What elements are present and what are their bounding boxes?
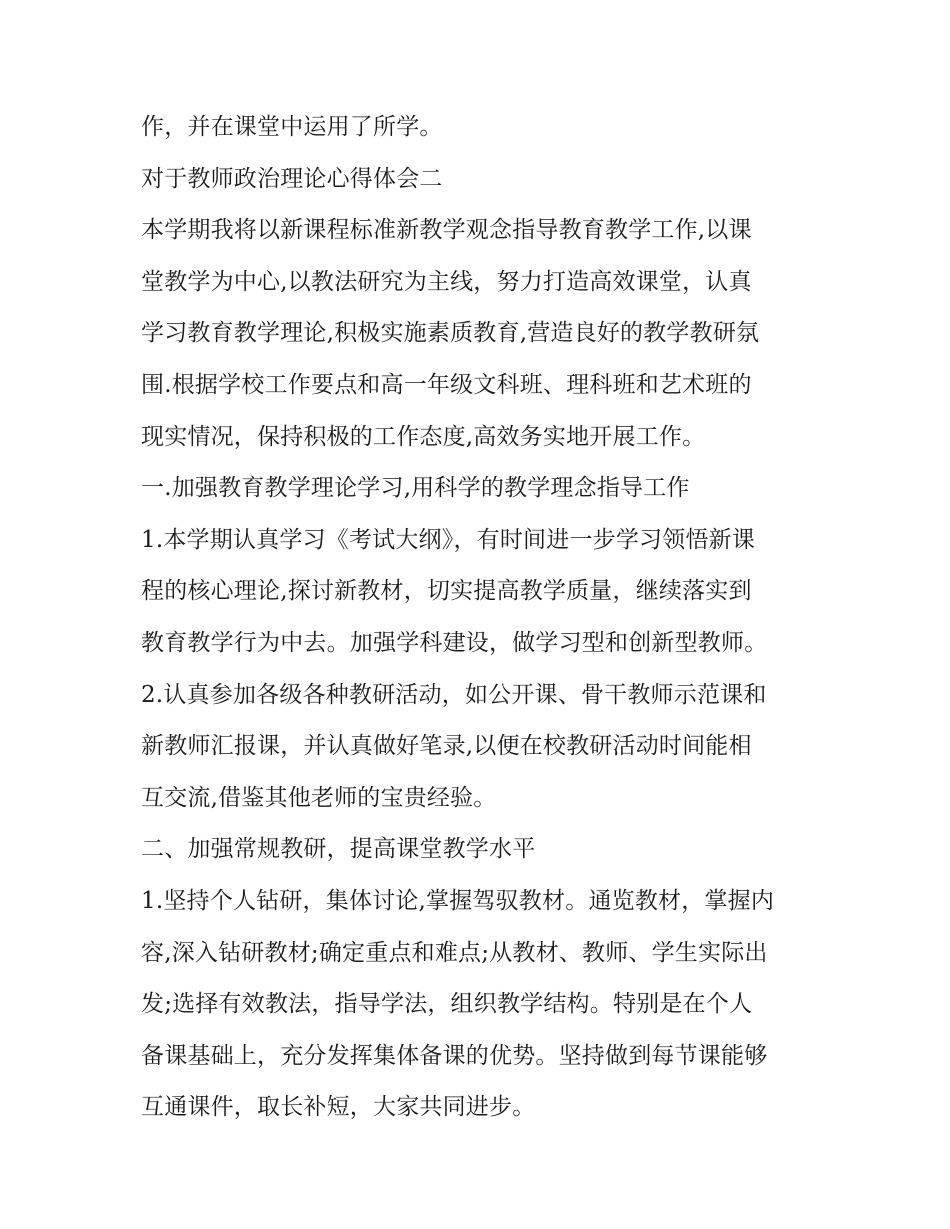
document-body [141, 102, 821, 1134]
item-2-line-1: 2.认真参加各级各种教研活动，如公开课、骨干教师示范课和 [141, 681, 767, 708]
part-two-item-1-line-3: 发;选择有效教法，指导学法，组织教学结构。特别是在个人 [141, 991, 753, 1018]
paragraph-intro-line-1: 本学期我将以新课程标准新教学观念指导教育教学工作,以课 [141, 217, 752, 244]
part-two-item-1-line-5: 互通课件，取长补短，大家共同进步。 [141, 1094, 536, 1121]
item-2-line-3: 互交流,借鉴其他老师的宝贵经验。 [141, 784, 497, 811]
paragraph-intro-line-4: 围.根据学校工作要点和高一年级文科班、理科班和艺术班的 [141, 371, 752, 398]
part-two-item-1-line-1: 1.坚持个人钻研，集体讨论,掌握驾驭教材。通览教材，掌握内 [141, 887, 775, 914]
paragraph-intro-line-2: 堂教学为中心,以教法研究为主线，努力打造高效课堂，认真 [141, 268, 752, 295]
heading-part-one: 一.加强教育教学理论学习,用科学的教学理念指导工作 [141, 475, 690, 502]
item-1-line-2: 程的核心理论,探讨新教材，切实提高教学质量，继续落实到 [141, 578, 752, 605]
section-title: 对于教师政治理论心得体会二 [141, 165, 443, 192]
text-line-continuation: 作，并在课堂中运用了所学。 [141, 114, 443, 140]
heading-part-two: 二、加强常规教研，提高课堂教学水平 [141, 836, 536, 863]
paragraph-intro-line-5: 现实情况，保持积极的工作态度,高效务实地开展工作。 [141, 423, 706, 450]
paragraph-intro-line-3: 学习教育教学理论,积极实施素质教育,营造良好的教学教研氛 [141, 320, 760, 347]
item-1-line-3: 教育教学行为中去。加强学科建设，做学习型和创新型教师。 [141, 629, 768, 656]
part-two-item-1-line-2: 容,深入钻研教材;确定重点和难点;从教材、教师、学生实际出 [141, 939, 768, 966]
part-two-item-1-line-4: 备课基础上，充分发挥集体备课的优势。坚持做到每节课能够 [141, 1042, 768, 1069]
item-2-line-2: 新教师汇报课，并认真做好笔录,以便在校教研活动时间能相 [141, 733, 752, 760]
item-1-line-1: 1.本学期认真学习《考试大纲》，有时间进一步学习领悟新课 [141, 526, 756, 553]
